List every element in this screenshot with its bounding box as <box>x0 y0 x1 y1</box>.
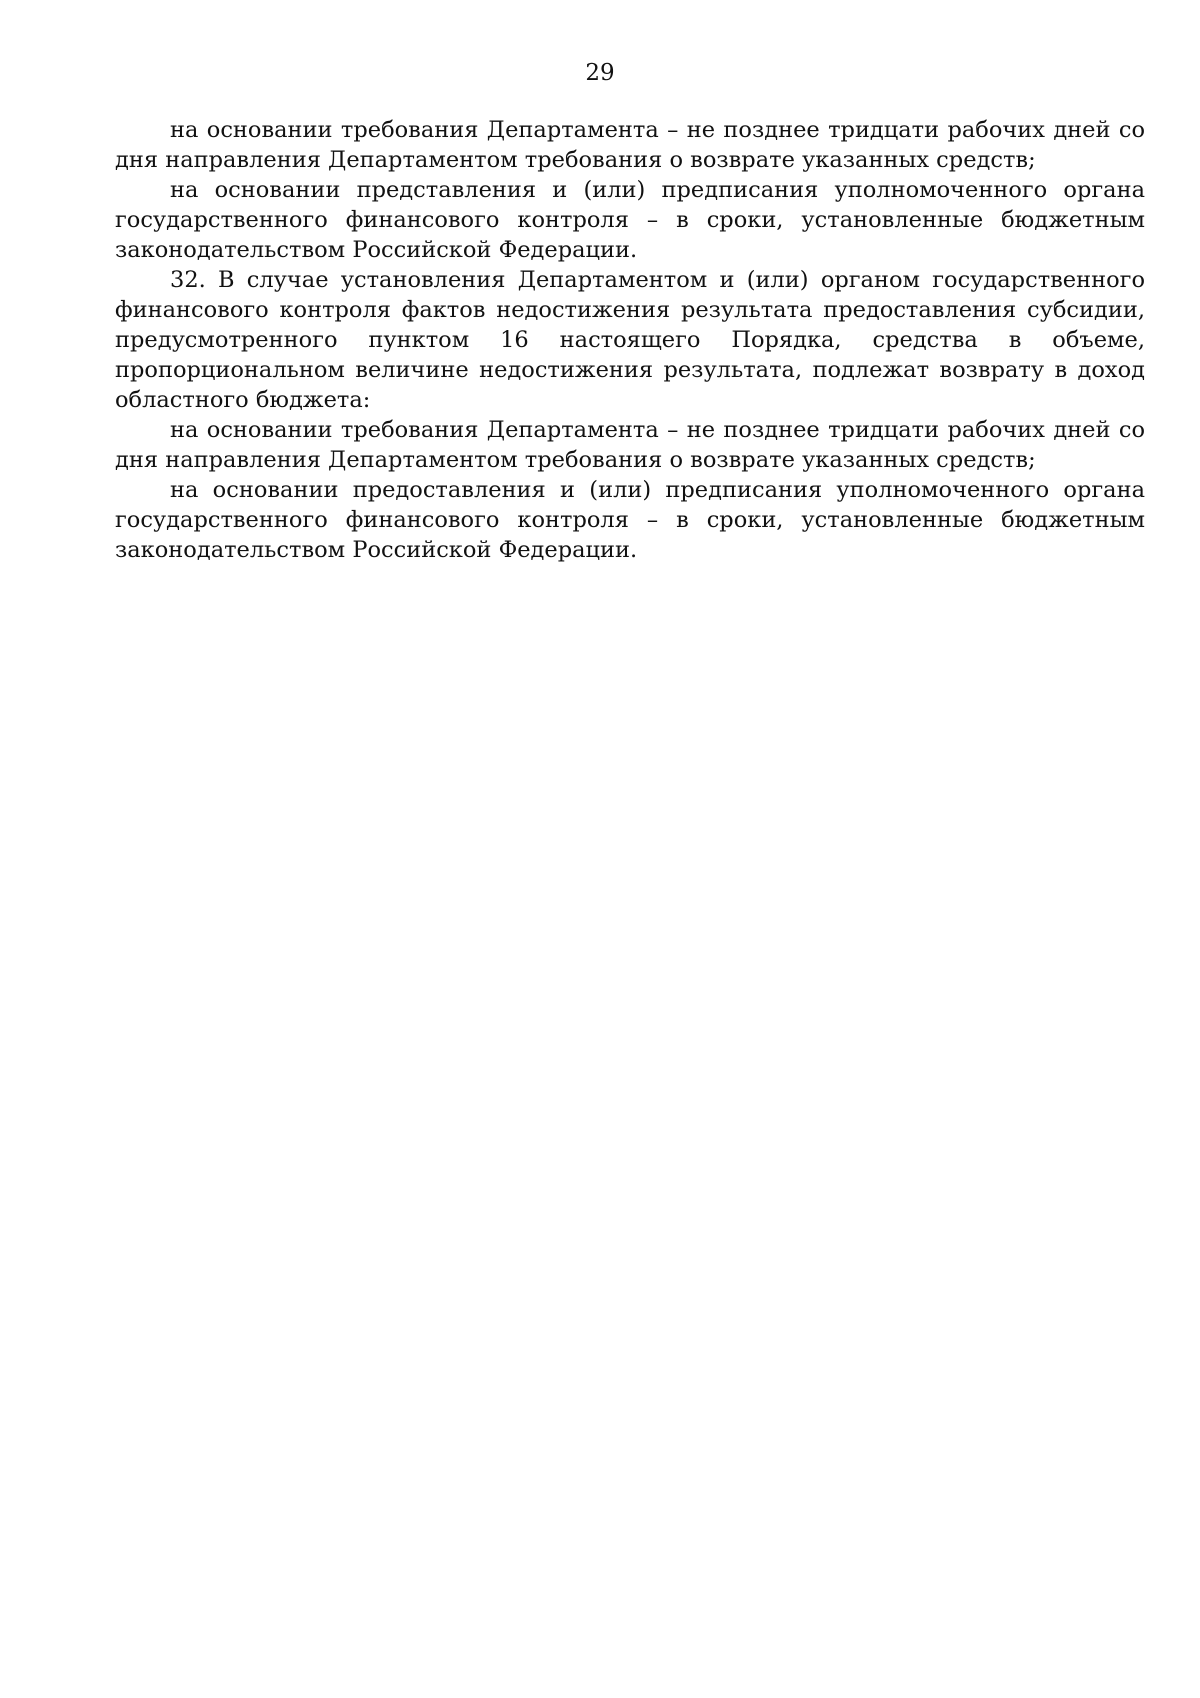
paragraph-clause-32: 32. В случае установления Департаментом и (или) органом государственного финансового контроля фактов недостижения результата предоставления субсидии, предусмотренного пунктом 16 настоящего Порядка, средства в объеме, пропорциональном величине недостижения результата, подлежат возврату в доход областного бюджета: <box>115 267 1145 413</box>
paragraph-demand-deadline: на основании требования Департамента – не позднее тридцати рабочих дней со дня направления Департаментом требования о возврате указанных средств; <box>115 117 1145 173</box>
page-number: 29 <box>585 60 615 86</box>
paragraph-control-body-deadline: на основании представления и (или) предписания уполномоченного органа государственного финансового контроля – в сроки, установленные бюджетным законодательством Российской Федерации. <box>115 177 1145 263</box>
document-body <box>115 115 1145 565</box>
paragraph-control-body-deadline-2: на основании предоставления и (или) предписания уполномоченного органа государственного финансового контроля – в сроки, установленные бюджетным законодательством Российской Федерации. <box>115 477 1145 563</box>
paragraph-demand-deadline-2: на основании требования Департамента – не позднее тридцати рабочих дней со дня направления Департаментом требования о возврате указанных средств; <box>115 417 1145 473</box>
